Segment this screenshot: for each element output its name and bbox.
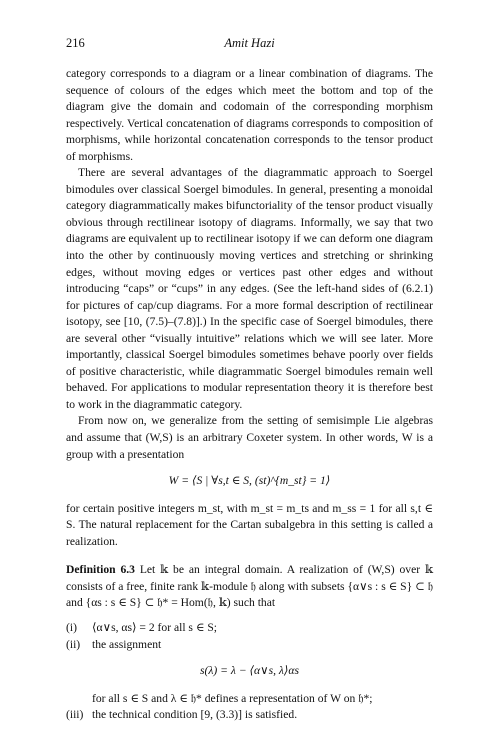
definition-item-2 xyxy=(66,637,433,654)
item-label: (ii) xyxy=(66,637,81,651)
page xyxy=(66,36,433,724)
definition-text: Let 𝕜 be an integral domain. A realization of (W,S) over 𝕜 consists of a free, finite rank 𝕜-module 𝔥 along with subsets {α∨s : s ∈ S} ⊂ 𝔥 and {αs : s ∈ S} ⊂ 𝔥* = Hom(𝔥, 𝕜) such that xyxy=(66,563,433,610)
display-equation: W = ⟨S | ∀s,t ∈ S, (st)^{m_st} = 1⟩ xyxy=(168,474,331,488)
page-number: 216 xyxy=(66,36,85,50)
definition-block xyxy=(66,562,433,723)
running-head: Amit Hazi xyxy=(224,36,275,50)
paragraph-3: From now on, we generalize from the setting of semisimple Lie algebras and assume that (W,S) is an arbitrary Coxeter system. In other words, W is a group with a presentation xyxy=(66,414,433,461)
definition-item-3 xyxy=(66,707,433,724)
item-text: the technical condition [9, (3.3)] is satisfied. xyxy=(92,708,298,722)
item-label: (i) xyxy=(66,620,77,634)
item-ii-continuation: for all s ∈ S and λ ∈ 𝔥* defines a representation of W on 𝔥*; xyxy=(92,691,373,705)
paragraph-4: for certain positive integers m_st, with m_st = m_ts and m_ss = 1 for all s,t ∈ S. The natural replacement for the Cartan subalgebra in this setting is called a realization. xyxy=(66,501,433,548)
page-header xyxy=(66,36,433,66)
paragraph-2: There are several advantages of the diagrammatic approach to Soergel bimodules over classical Soergel bimodules. In general, presenting a monoidal category diagrammatically makes bifunctoriality of the tensor product visually obvious through rectilinear isotopy of diagrams. Informally, we say that two diagrams are equivalent up to rectilinear isotopy if we can deform one diagram into the other by continuously moving vertices and stretching or shrinking edges, without moving edges or vertices past other edges and without introducing “caps” or “cups” in any edges. (See the left-hand sides of (6.2.1) for pictures of cap/cup diagrams. For a more formal description of rectilinear isotopy, see [10, (7.5)–(7.8)].) In the specific case of Soergel bimodules, there are several other “visually intuitive” relations which we will see later. More importantly, classical Soergel bimodules sometimes behave poorly over fields of positive characteristic, while diagrammatic Soergel bimodules remain well behaved. For applications to modular representation theory it is therefore best to work in the diagrammatic category. xyxy=(66,166,433,411)
definition-item-1 xyxy=(66,620,433,637)
body-text xyxy=(66,66,433,724)
item-ii-equation: s(λ) = λ − ⟨α∨s, λ⟩αs xyxy=(199,664,300,678)
paragraph-1: category corresponds to a diagram or a linear combination of diagrams. The sequence of colours of the edges which meet the bottom and top of the diagram give the domain and codomain of the corresponding morphism respectively. Vertical concatenation of diagrams corresponds to composition of morphisms, while horizontal concatenation corresponds to the tensor product of morphisms. xyxy=(66,67,433,163)
definition-label: Definition 6.3 xyxy=(66,563,135,577)
item-text: ⟨α∨s, αs⟩ = 2 for all s ∈ S; xyxy=(92,620,217,634)
item-label: (iii) xyxy=(66,708,84,722)
item-text: the assignment xyxy=(92,637,162,651)
